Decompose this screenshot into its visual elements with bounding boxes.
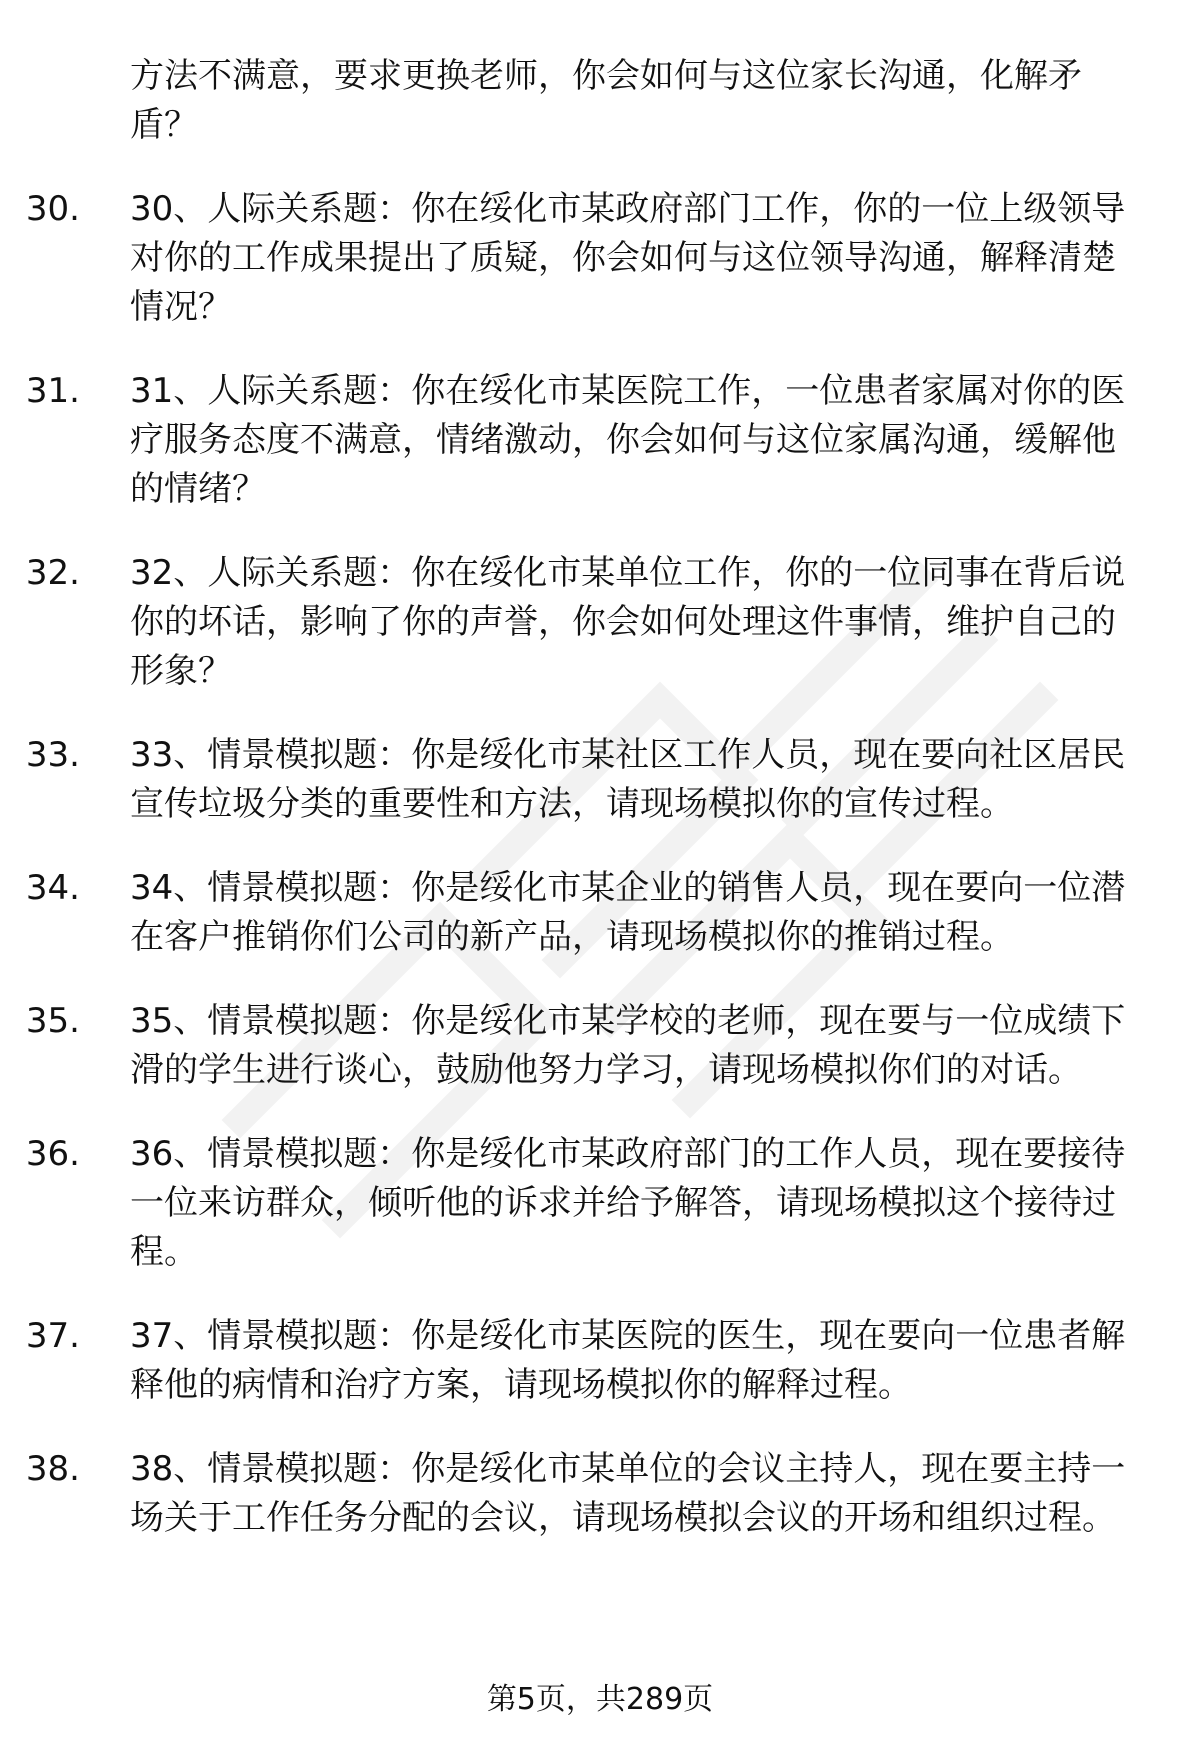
page-footer: 第5页，共289页	[486, 1682, 714, 1717]
item-text: 32、人际关系题：你在绥化市某单位工作，你的一位同事在背后说你的坏话，影响了你的声誉，你会如何处理这件事情，维护自己的形象？	[130, 553, 1126, 691]
list-item	[0, 1312, 1200, 1410]
list-item	[0, 864, 1200, 962]
item-number: 36.	[25, 1134, 80, 1174]
item-text: 37、情景模拟题：你是绥化市某医院的医生，现在要向一位患者解释他的病情和治疗方案，请现场模拟你的解释过程。	[130, 1316, 1126, 1405]
item-number: 38.	[25, 1449, 80, 1489]
item-number: 35.	[25, 1001, 80, 1041]
item-number: 34.	[25, 868, 80, 908]
continued-question-text: 方法不满意，要求更换老师，你会如何与这位家长沟通，化解矛盾？	[130, 56, 1082, 145]
item-text: 36、情景模拟题：你是绥化市某政府部门的工作人员，现在要接待一位来访群众，倾听他的诉求并给予解答，请现场模拟这个接待过程。	[130, 1134, 1126, 1272]
item-number: 30.	[25, 189, 80, 229]
item-number: 33.	[25, 735, 80, 775]
item-text: 35、情景模拟题：你是绥化市某学校的老师，现在要与一位成绩下滑的学生进行谈心，鼓励他努力学习，请现场模拟你们的对话。	[130, 1001, 1126, 1090]
item-number: 37.	[25, 1316, 80, 1356]
item-text: 33、情景模拟题：你是绥化市某社区工作人员，现在要向社区居民宣传垃圾分类的重要性和方法，请现场模拟你的宣传过程。	[130, 735, 1126, 824]
item-text: 34、情景模拟题：你是绥化市某企业的销售人员，现在要向一位潜在客户推销你们公司的新产品，请现场模拟你的推销过程。	[130, 868, 1126, 957]
item-number: 31.	[25, 371, 80, 411]
document-body	[0, 52, 1200, 1543]
list-item	[0, 185, 1200, 332]
list-item	[0, 367, 1200, 514]
list-item	[0, 997, 1200, 1095]
item-text: 38、情景模拟题：你是绥化市某单位的会议主持人，现在要主持一场关于工作任务分配的会议，请现场模拟会议的开场和组织过程。	[130, 1449, 1126, 1538]
list-item	[0, 1445, 1200, 1543]
list-item	[0, 1130, 1200, 1277]
question-list	[0, 185, 1200, 1543]
list-item	[0, 549, 1200, 696]
item-number: 32.	[25, 553, 80, 593]
item-text: 30、人际关系题：你在绥化市某政府部门工作，你的一位上级领导对你的工作成果提出了质疑，你会如何与这位领导沟通，解释清楚情况？	[130, 189, 1126, 327]
item-text: 31、人际关系题：你在绥化市某医院工作，一位患者家属对你的医疗服务态度不满意，情绪激动，你会如何与这位家属沟通，缓解他的情绪？	[130, 371, 1126, 509]
list-item	[0, 731, 1200, 829]
